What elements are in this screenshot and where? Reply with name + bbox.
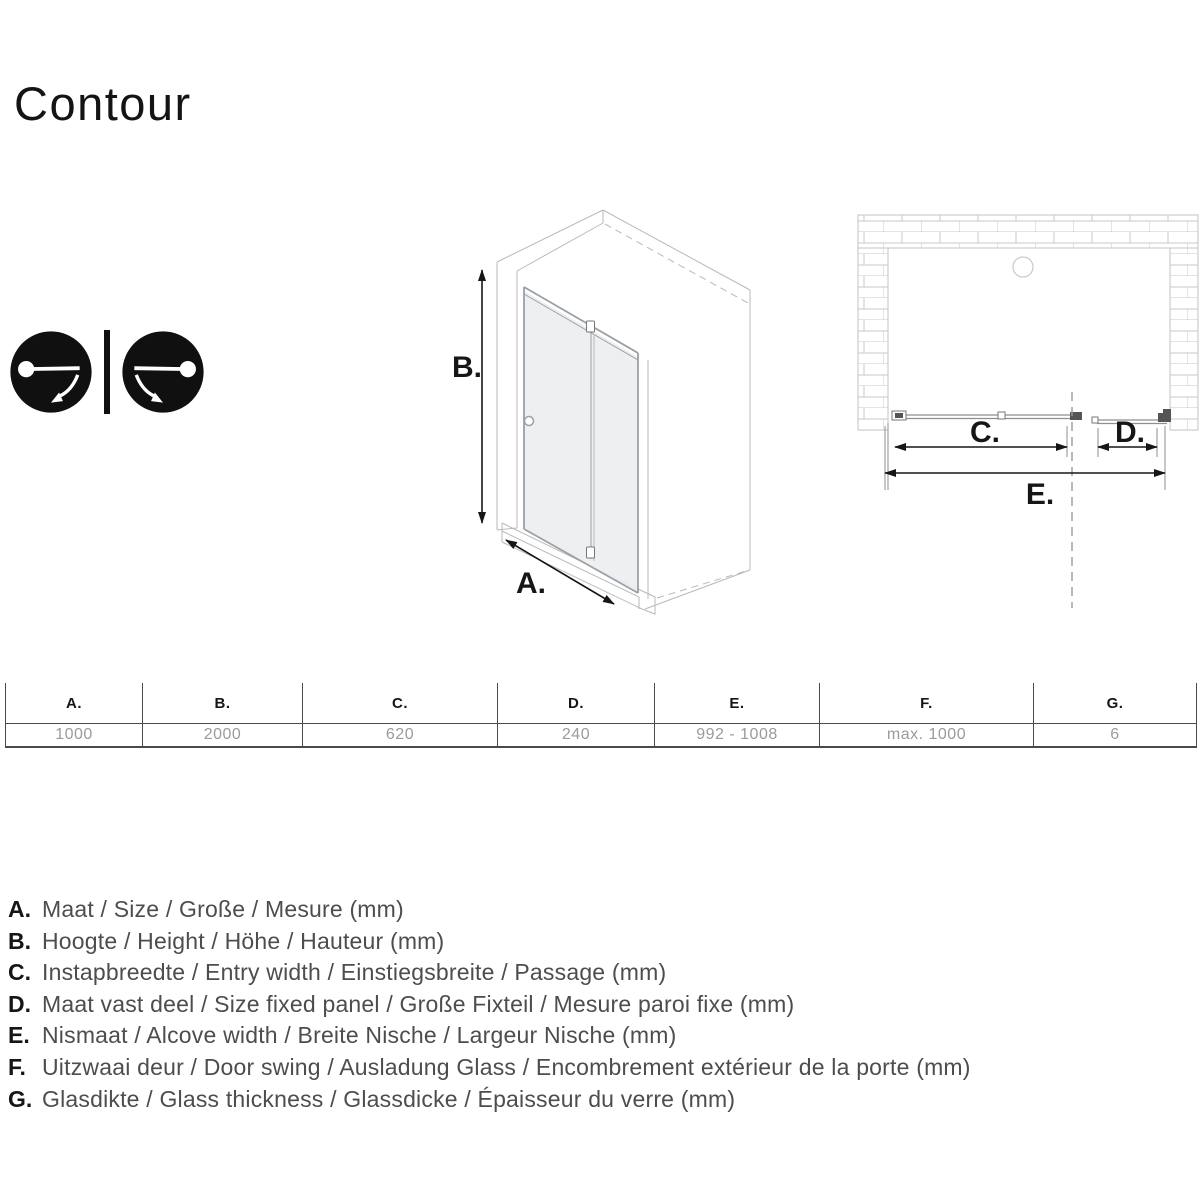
legend-text: Maat / Size / Große / Mesure (mm) — [42, 896, 404, 922]
table-value-a: 1000 — [5, 723, 142, 748]
dimension-label-a: A. — [516, 567, 546, 600]
table-header-b: B. — [142, 683, 302, 723]
legend-letter: D. — [8, 990, 31, 1017]
legend-row-f — [8, 1054, 1188, 1086]
legend-row-b — [8, 928, 1188, 960]
table-value-d: 240 — [497, 723, 654, 748]
door-swing-right-icon — [120, 329, 206, 415]
legend-letter: C. — [8, 959, 31, 986]
table-value-c: 620 — [302, 723, 497, 748]
page-title: Contour — [14, 77, 192, 130]
legend-text: Maat vast deel / Size fixed panel / Große Fixteil / Mesure paroi fixe (mm) — [42, 990, 795, 1017]
door-swing-icons — [8, 329, 206, 415]
legend-text: Hoogte / Height / Höhe / Hauteur (mm) — [42, 927, 445, 954]
legend-row-g — [8, 1086, 1188, 1118]
table-value-e: 992 - 1008 — [654, 723, 819, 748]
legend-letter: E. — [8, 1022, 30, 1049]
legend-letter: A. — [8, 896, 31, 922]
legend-letter: F. — [8, 1053, 26, 1080]
dimension-label-d: D. — [1115, 416, 1145, 449]
legend-row-e — [8, 1022, 1188, 1054]
table-header-c: C. — [302, 683, 497, 723]
dimension-label-c: C. — [970, 416, 1000, 449]
table-value-f: max. 1000 — [819, 723, 1033, 748]
table-header-g: G. — [1033, 683, 1197, 723]
door-swing-left-icon — [8, 329, 94, 415]
table-header-a: A. — [5, 683, 142, 723]
legend-text: Nismaat / Alcove width / Breite Nische / Largeur Nische (mm) — [42, 1022, 677, 1049]
dimension-label-e: E. — [1025, 478, 1055, 511]
isometric-diagram — [440, 190, 780, 630]
legend-row-a — [8, 896, 1188, 928]
legend-row-d — [8, 991, 1188, 1023]
legend-letter: G. — [8, 1085, 33, 1112]
legend-text: Uitzwaai deur / Door swing / Ausladung Glass / Encombrement extérieur de la porte (mm) — [42, 1053, 971, 1080]
table-value-g: 6 — [1033, 723, 1197, 748]
table-header-e: E. — [654, 683, 819, 723]
legend-row-c — [8, 959, 1188, 991]
table-header-f: F. — [819, 683, 1033, 723]
icon-divider — [104, 330, 110, 414]
table-header-d: D. — [497, 683, 654, 723]
dimensions-table — [5, 683, 1197, 748]
plan-diagram — [845, 210, 1200, 620]
legend-letter: B. — [8, 927, 31, 954]
table-value-b: 2000 — [142, 723, 302, 748]
legend-text: Instapbreedte / Entry width / Einstiegsbreite / Passage (mm) — [42, 959, 667, 986]
legend — [8, 896, 1188, 1117]
dimension-label-b: B. — [452, 351, 482, 384]
legend-text: Glasdikte / Glass thickness / Glassdicke / Épaisseur du verre (mm) — [42, 1085, 736, 1112]
